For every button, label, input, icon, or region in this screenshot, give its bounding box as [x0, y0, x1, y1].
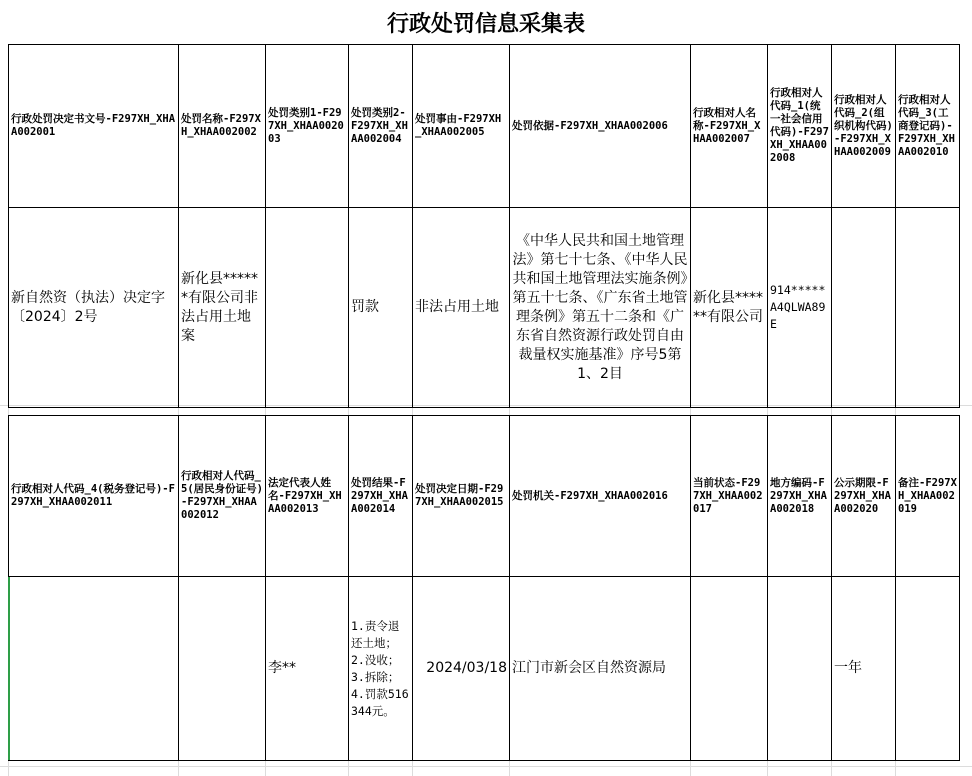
- selection-indicator: [8, 577, 10, 760]
- header-cell[interactable]: 行政相对人名称-F297XH_XHAA002007: [691, 45, 768, 208]
- header-cell[interactable]: 行政相对人代码_1(统一社会信用代码)-F297XH_XHAA002008: [768, 45, 832, 208]
- penalty-info-table-2: [8, 415, 960, 761]
- publicity-period-cell[interactable]: 一年: [832, 577, 896, 761]
- header-cell[interactable]: 处罚决定日期-F297XH_XHAA002015: [413, 416, 510, 577]
- header-cell[interactable]: 处罚名称-F297XH_XHAA002002: [179, 45, 266, 208]
- penalty-type2-cell[interactable]: 罚款: [349, 208, 413, 408]
- header-cell[interactable]: 处罚类别2-F297XH_XHAA002004: [349, 45, 413, 208]
- header-cell[interactable]: 行政相对人代码_3(工商登记码)-F297XH_XHAA002010: [896, 45, 960, 208]
- header-cell[interactable]: 处罚依据-F297XH_XHAA002006: [510, 45, 691, 208]
- penalty-result-cell[interactable]: 1.责令退还土地；2.没收；3.拆除；4.罚款516344元。: [349, 577, 413, 761]
- local-code-cell[interactable]: [768, 577, 832, 761]
- tax-reg-cell[interactable]: [9, 577, 179, 761]
- header-row: [9, 45, 960, 208]
- id-card-cell[interactable]: [179, 577, 266, 761]
- header-cell[interactable]: 公示期限-F297XH_XHAA002020: [832, 416, 896, 577]
- header-cell[interactable]: 地方编码-F297XH_XHAA002018: [768, 416, 832, 577]
- header-cell[interactable]: 处罚事由-F297XH_XHAA002005: [413, 45, 510, 208]
- penalty-basis-cell[interactable]: 《中华人民共和国土地管理法》第七十七条、《中华人民共和国土地管理法实施条例》第五十七条、《广东省土地管理条例》第五十二条和《广东省自然资源行政处罚自由裁量权实施基准》序号5第1、2目: [510, 208, 691, 408]
- penalty-name-cell[interactable]: 新化县******有限公司非法占用土地案: [179, 208, 266, 408]
- header-cell[interactable]: 行政相对人代码_2(组织机构代码)-F297XH_XHAA002009: [832, 45, 896, 208]
- credit-code-cell[interactable]: 914*****A4QLWA89E: [768, 208, 832, 408]
- penalty-type1-cell[interactable]: [266, 208, 349, 408]
- penalty-reason-cell[interactable]: 非法占用土地: [413, 208, 510, 408]
- page-title: 行政处罚信息采集表: [386, 11, 585, 37]
- table-row: [9, 577, 960, 761]
- legal-rep-cell[interactable]: 李**: [266, 577, 349, 761]
- header-cell[interactable]: 法定代表人姓名-F297XH_XHAA002013: [266, 416, 349, 577]
- current-status-cell[interactable]: [691, 577, 768, 761]
- penalty-info-table-1: [8, 44, 960, 408]
- header-cell[interactable]: 当前状态-F297XH_XHAA002017: [691, 416, 768, 577]
- header-cell[interactable]: 行政处罚决定书文号-F297XH_XHAA002001: [9, 45, 179, 208]
- header-row: [9, 416, 960, 577]
- header-cell[interactable]: 处罚机关-F297XH_XHAA002016: [510, 416, 691, 577]
- header-cell[interactable]: 处罚类别1-F297XH_XHAA002003: [266, 45, 349, 208]
- remark-cell[interactable]: [896, 577, 960, 761]
- decision-date-cell[interactable]: 2024/03/18: [413, 577, 510, 761]
- decision-number-cell[interactable]: 新自然资（执法）决定字〔2024〕2号: [9, 208, 179, 408]
- header-cell[interactable]: 处罚结果-F297XH_XHAA002014: [349, 416, 413, 577]
- penalty-authority-cell[interactable]: 江门市新会区自然资源局: [510, 577, 691, 761]
- org-code-cell[interactable]: [832, 208, 896, 408]
- header-cell[interactable]: 备注-F297XH_XHAA002019: [896, 416, 960, 577]
- header-cell[interactable]: 行政相对人代码_5(居民身份证号)-F297XH_XHAA002012: [179, 416, 266, 577]
- header-cell[interactable]: 行政相对人代码_4(税务登记号)-F297XH_XHAA002011: [9, 416, 179, 577]
- counterpart-name-cell[interactable]: 新化县******有限公司: [691, 208, 768, 408]
- grid-line: [0, 766, 972, 767]
- business-reg-cell[interactable]: [896, 208, 960, 408]
- table-row: [9, 208, 960, 408]
